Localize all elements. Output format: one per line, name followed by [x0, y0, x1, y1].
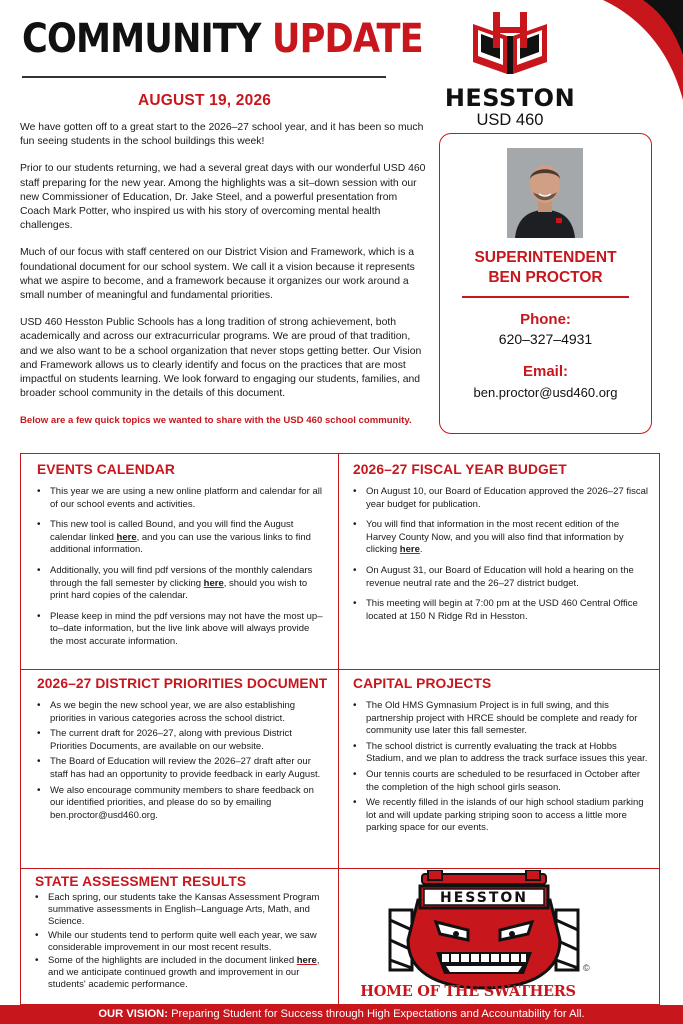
intro-paragraph: USD 460 Hesston Public Schools has a long tradition of strong achievement, both academically and across our extracurricular programs. We are proud of that tradition, and we also want to be a school organization that never stops getting better. Our Vision and Framework allows us to clearly identify and focus on the practices that are most impactful on students learning. We look forward to engaging our students, families, and broader school community in the details of this document. — [20, 317, 422, 400]
page-title — [22, 16, 423, 62]
email-label: Email: — [522, 363, 568, 380]
district-priorities-section — [37, 676, 328, 825]
mascot-banner: HESSTON — [440, 890, 528, 906]
superintendent-title-line: SUPERINTENDENT — [474, 249, 617, 266]
topics-lead: Below are a few quick topics we wanted to share with the USD 460 school community. — [20, 415, 412, 427]
state-assessment-section — [35, 874, 327, 993]
copyright-mark: © — [583, 963, 590, 973]
list-item: • This meeting will begin at 7:00 pm at the USD 460 Central Office located at 150 N Ridge Rd in Hesston. — [353, 598, 649, 623]
section-heading: 2026–27 FISCAL YEAR BUDGET — [353, 462, 567, 477]
list-item-text: Some of the highlights are included in the document linked — [48, 955, 297, 967]
vision-label: OUR VISION: — [98, 1008, 168, 1020]
list-item — [37, 565, 323, 603]
section-heading: STATE ASSESSMENT RESULTS — [35, 874, 247, 889]
list-item-text: You will find that information in the most recent edition of the Harvey County Now, and you will also find that information by clicking — [366, 519, 624, 556]
book-h-logo-icon — [469, 10, 551, 78]
email-address[interactable]: ben.proctor@usd460.org — [473, 385, 618, 400]
grid-divider-vertical — [338, 454, 339, 1004]
title-update: UPDATE — [271, 16, 423, 62]
list-item-text: . — [419, 544, 423, 556]
superintendent-name — [440, 248, 651, 288]
list-item-text: , and you can use the various links to find additional information. — [50, 531, 311, 556]
card-divider — [462, 296, 629, 298]
grid-divider-horizontal — [21, 868, 659, 869]
intro-paragraph: Much of our focus with staff centered on our District Vision and Framework, which is a foundational document for our school system. We call it a vision because it represents what we aspire to become, and a framework because it organizes our work around a small number of meaningful and fundamental priorities. — [20, 247, 415, 302]
logo-wordmark: HESSTON — [444, 84, 576, 112]
events-calendar-section — [37, 462, 323, 657]
title-community: COMMUNITY — [22, 16, 261, 62]
list-item: • The Board of Education will review the 2026–27 draft after our staff has had an opportunity to provide feedback in early August. — [37, 756, 323, 781]
intro-paragraph: Prior to our students returning, we had a several great days with our wonderful USD 460 staff preparing for the new year. Among the highlights was a sit–down session with our new Commissioner of Education, Dr. Jake Steel, and a powerful presentation from Coach Mark Potter, who inspired us with his story of overcoming mental health challenges. — [20, 163, 426, 232]
fiscal-budget-section — [353, 462, 649, 631]
vision-footer — [0, 1005, 683, 1024]
superintendent-photo — [507, 148, 583, 238]
list-item: • As we begin the new school year, we are also establishing priorities in various categories across the school district. — [37, 700, 323, 725]
list-item: • The current draft for 2026–27, along with previous District Priorities Documents, are available on our website. — [37, 728, 323, 753]
list-item: • On August 10, our Board of Education approved the 2026–27 fiscal year budget for publication. — [353, 486, 649, 511]
calendar-link[interactable]: here — [116, 531, 137, 543]
vision-text: Preparing Student for Success through High Expectations and Accountability for All. — [171, 1008, 585, 1020]
list-item: • We also encourage community members to share feedback on our identified priorities, and please do so by emailing ben.proctor@usd460.org. — [37, 785, 323, 823]
list-item: • While our students tend to perform quite well each year, we saw considerable improvement in our most recent results. — [35, 930, 327, 954]
logo-district: USD 460 — [476, 111, 544, 129]
budget-link[interactable]: here — [399, 544, 420, 556]
phone-label: Phone: — [520, 311, 571, 328]
list-item-text: Additionally, you will find pdf versions of the monthly calendars through the fall semester by clicking — [50, 564, 313, 589]
list-item-text: This new tool is called Bound, and you will find the August calendar linked — [50, 519, 294, 543]
list-item: • Our tennis courts are scheduled to be resurfaced in October after the completion of the high school girls season. — [353, 769, 649, 794]
capital-projects-section — [353, 676, 649, 838]
superintendent-card — [439, 133, 652, 434]
grid-divider-horizontal — [21, 669, 659, 670]
superintendent-name-line: BEN PROCTOR — [488, 269, 603, 286]
section-heading: EVENTS CALENDAR — [37, 462, 175, 477]
title-divider — [22, 76, 386, 78]
section-heading: CAPITAL PROJECTS — [353, 676, 492, 691]
list-item: • On August 31, our Board of Education will hold a hearing on the revenue neutral rate and the 26–27 district budget. — [353, 565, 649, 590]
intro-text — [20, 121, 430, 442]
list-item — [37, 519, 323, 557]
list-item — [35, 955, 327, 992]
list-item: • We recently filled in the islands of our high school stadium parking lot and will update parking striping soon to access a little more parking space for our events. — [353, 797, 649, 835]
intro-paragraph: We have gotten off to a great start to the 2026–27 school year, and it has been so much fun seeing students in the school buildings this week! — [20, 122, 424, 148]
list-item-text: , and we anticipate continued growth and improvement in our students' academic performance. — [48, 955, 320, 991]
list-item: • Each spring, our students take the Kansas Assessment Program summative assessments in English–Language Arts, Math, and Science. — [35, 892, 327, 929]
list-item — [353, 519, 649, 557]
phone-number: 620–327–4931 — [498, 331, 593, 347]
district-logo — [440, 10, 580, 130]
mascot-motto: HOME OF THE SWATHERS — [360, 983, 576, 1000]
list-item: • The Old HMS Gymnasium Project is in full swing, and this partnership project with HRCE should be complete and ready for community use later this fall semester. — [353, 700, 649, 738]
section-heading: 2026–27 DISTRICT PRIORITIES DOCUMENT — [37, 676, 328, 691]
list-item-text: , should you wish to print hard copies of the calendar. — [50, 577, 308, 602]
issue-date: AUGUST 19, 2026 — [138, 92, 272, 109]
list-item: • This year we are using a new online platform and calendar for all of our school events and activities. — [37, 486, 323, 511]
list-item: • The school district is currently evaluating the track at Hobbs Stadium, and we plan to address the track surface issues this year. — [353, 741, 649, 766]
assessment-link[interactable]: here — [296, 955, 317, 967]
pdf-calendar-link[interactable]: here — [203, 577, 224, 589]
list-item: • Please keep in mind the pdf versions may not have the most up–to–date information, but the live link above will always provide the most accurate information. — [37, 611, 323, 649]
swather-mascot-icon — [384, 870, 584, 990]
